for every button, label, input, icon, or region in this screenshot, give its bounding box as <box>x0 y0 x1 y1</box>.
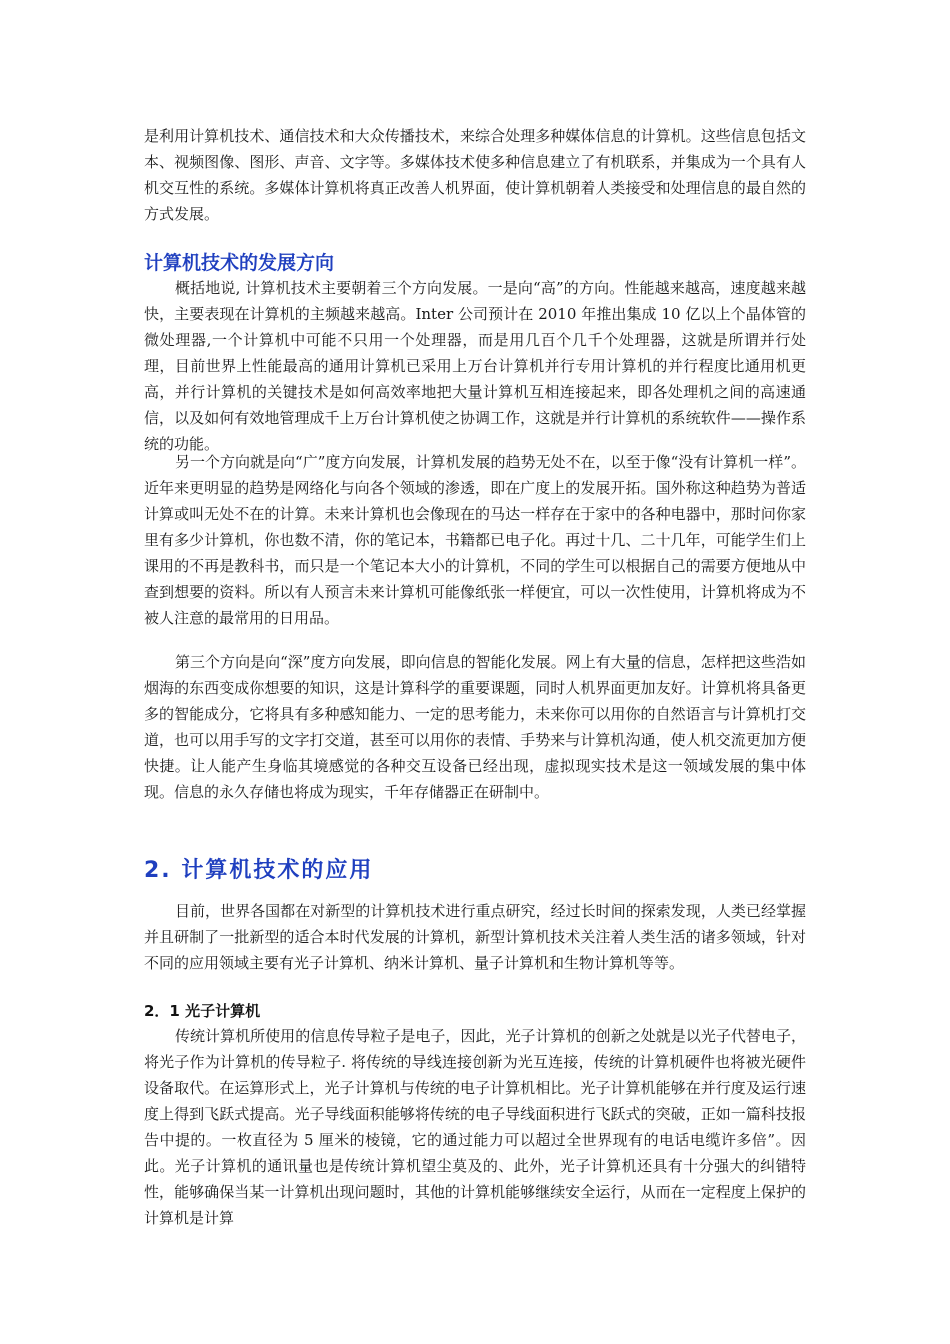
section-heading-direction: 计算机技术的发展方向 <box>144 252 335 274</box>
direction-paragraph-2: 另一个方向就是向“广”度方向发展，计算机发展的趋势无处不在，以至于像“没有计算机一样”。近年来更明显的趋势是网络化与向各个领域的渗透，即在广度上的发展开拓。国外称这种趋势为普适计算或叫无处不在的计算。未来计算机也会像现在的马达一样存在于家中的各种电器中，那时问你家里有多少计算机，你也数不清，你的笔记本，书籍都已电子化。再过十几、二十几年，可能学生们上课用的不再是教科书，而只是一个笔记本大小的计算机，不同的学生可以根据自己的需要方便地从中查到想要的资料。所以有人预言未来计算机可能像纸张一样便宜，可以一次性使用，计算机将成为不被人注意的最常用的日用品。 <box>144 453 806 627</box>
application-intro-paragraph: 目前，世界各国都在对新型的计算机技术进行重点研究，经过长时间的探索发现，人类已经掌握并且研制了一批新型的适合本时代发展的计算机，新型计算机技术关注着人类生活的诸多领域，针对不同的应用领域主要有光子计算机、纳米计算机、量子计算机和生物计算机等等。 <box>144 902 806 972</box>
direction-paragraph-1: 概括地说, 计算机技术主要朝着三个方向发展。一是向“高”的方向。性能越来越高，速度越来越快，主要表现在计算机的主频越来越高。Inter 公司预计在 2010 年推出集成 10 亿以上个晶体管的微处理器,一个计算机中可能不只用一个处理器，而是用几百个几千个处理器，这就是所谓并行处理，目前世界上性能最高的通用计算机已采用上万台计算机并行专用计算机的并行程度比通用机更高，并行计算机的关键技术是如何高效率地把大量计算机互相连接起来，即各处理机之间的高速通信，以及如何有效地管理成千上万台计算机使之协调工作，这就是并行计算机的系统软件——操作系统的功能。 <box>144 279 806 453</box>
intro-paragraph: 是利用计算机技术、通信技术和大众传播技术，来综合处理多种媒体信息的计算机。这些信息包括文本、视频图像、图形、声音、文字等。多媒体技术使多种信息建立了有机联系，并集成为一个具有人机交互性的系统。多媒体计算机将真正改善人机界面，使计算机朝着人类接受和处理信息的最自然的方式发展。 <box>144 127 806 223</box>
subsection-heading-photon: 2．1 光子计算机 <box>144 1002 261 1020</box>
section-heading-application: 2. 计算机技术的应用 <box>144 858 374 883</box>
direction-paragraph-3: 第三个方向是向“深”度方向发展，即向信息的智能化发展。网上有大量的信息，怎样把这些浩如烟海的东西变成你想要的知识，这是计算科学的重要课题，同时人机界面更加友好。计算机将具备更多的智能成分，它将具有多种感知能力、一定的思考能力，未来你可以用你的自然语言与计算机打交道，也可以用手写的文字打交道，甚至可以用你的表情、手势来与计算机沟通，使人机交流更加方便快捷。让人能产生身临其境感觉的各种交互设备已经出现，虚拟现实技术是这一领域发展的集中体现。信息的永久存储也将成为现实，千年存储器正在研制中。 <box>144 653 806 801</box>
photon-paragraph: 传统计算机所使用的信息传导粒子是电子，因此，光子计算机的创新之处就是以光子代替电子，将光子作为计算机的传导粒子. 将传统的导线连接创新为光互连接，传统的计算机硬件也将被光硬件设备取代。在运算形式上，光子计算机与传统的电子计算机相比。光子计算机能够在并行度及运行速度上得到飞跃式提高。光子导线面积能够将传统的电子导线面积进行飞跃式的突破，正如一篇科技报告中提的。一枚直径为 5 厘米的棱镜，它的通过能力可以超过全世界现有的电话电缆许多倍”。因此。光子计算机的通讯量也是传统计算机望尘莫及的、此外，光子计算机还具有十分强大的纠错特性，能够确保当某一计算机出现问题时，其他的计算机能够继续安全运行，从而在一定程度上保护的计算机是计算 <box>144 1027 806 1227</box>
